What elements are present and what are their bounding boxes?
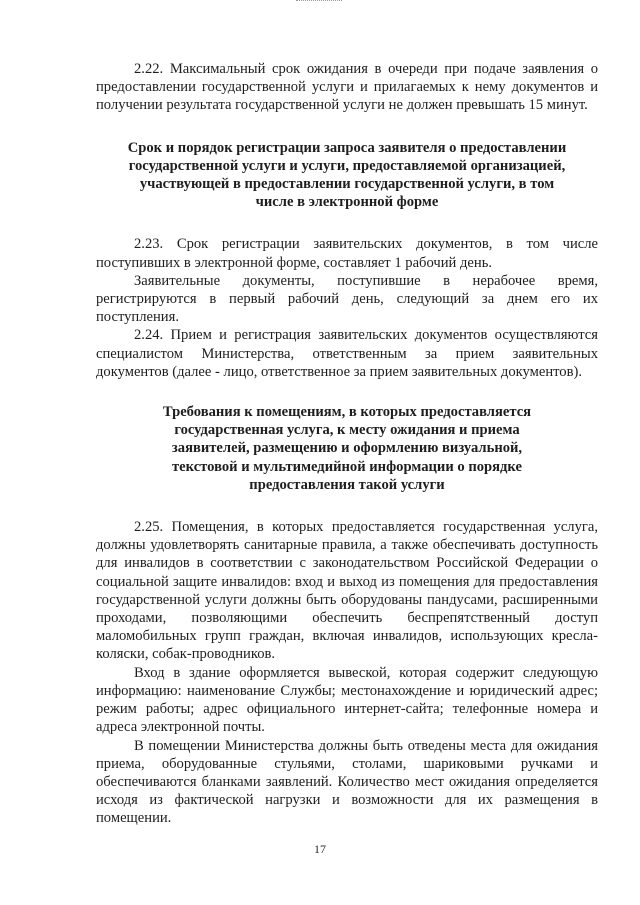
paragraph-entrance-sign: Вход в здание оформляется вывеской, которая содержит следующую информацию: наименование Службы; местонахождение и юридический адрес; режим работы; адрес официального интернет-сайта; телефонные номера и адреса электронной почты. [96,664,598,736]
paragraph-2-24: 2.24. Прием и регистрация заявительских документов осуществляются специалистом Министерства, ответственным за прием заявительных документов (далее - лицо, ответственное за прием заявительных документов). [96,327,598,380]
paragraph-waiting-area: В помещении Министерства должны быть отведены места для ожидания приема, оборудованные стульями, столами, шариковыми ручками и обеспечиваются бланками заявлений. Количество мест ожидания определяется исходя из фактической нагрузки и возможности для их размещения в помещении. [96,737,598,827]
scan-edge-marks [296,0,342,4]
paragraph-2-25: 2.25. Помещения, в которых предоставляется государственная услуга, должны удовлетворять санитарные правила, а также обеспечивать доступность для инвалидов в соответствии с законодательством Российской Федерации о социальной защите инвалидов: вход и выход из помещения для предоставления государственной услуги должны быть оборудованы пандусами, расширенными проходами, позволяющими обеспечить беспрепятственный доступ маломобильных групп граждан, включая инвалидов, использующих кресла-коляски, собак-проводников. [96,519,598,663]
paragraph-registration-nonworking: Заявительные документы, поступившие в нерабочее время, регистрируются в первый рабочий день, следующий за днем его их поступления. [96,272,598,326]
section-heading-premises: Требования к помещениям, в которых предоставляется государственная услуга, к месту ожидания и приема заявителей, размещению и оформлению визуальной, текстовой и мультимедийной информации о порядке предоставления такой услуги [162,404,532,493]
paragraph-2-23: 2.23. Срок регистрации заявительских документов, в том числе поступивших в электронной форме, составляет 1 рабочий день. [96,236,598,271]
section-heading-registration: Срок и порядок регистрации запроса заявителя о предоставлении государственной услуги и услуги, предоставляемой организацией, участвующей в предоставлении государственной услуги, в том числе в электронной форме [127,139,567,211]
page-number: 17 [314,842,326,856]
paragraph-2-22: 2.22. Максимальный срок ожидания в очереди при подаче заявления о предоставлении государственной услуги и прилагаемых к нему документов и получении результата государственной услуги не должен превышать 15 минут. [96,61,598,114]
page-content [96,60,598,828]
